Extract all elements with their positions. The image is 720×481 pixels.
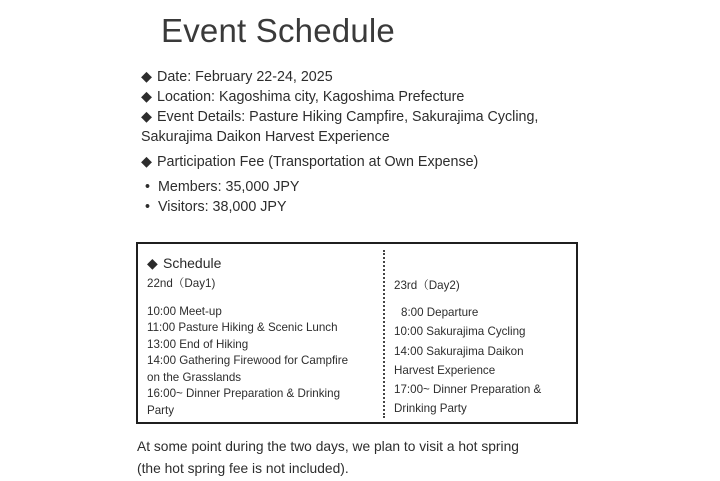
day2-event: 10:00 Sakurajima Cycling: [394, 325, 526, 339]
day1-event: Party: [147, 403, 175, 417]
dot-bullet-icon: •: [145, 179, 151, 195]
day2-event: Drinking Party: [394, 402, 467, 416]
day1-label: 22nd（Day1): [147, 277, 216, 290]
day1-event: 11:00 Pasture Hiking & Scenic Lunch: [147, 321, 338, 334]
info-location: [141, 87, 538, 107]
page-title: Event Schedule: [161, 12, 395, 49]
info-date: [141, 67, 538, 87]
schedule-heading: [147, 255, 221, 272]
dot-bullet-icon: •: [145, 199, 151, 215]
diamond-bullet-icon: ◆: [147, 255, 158, 271]
note-line1: At some point during the two days, we plan to visit a hot spring: [137, 439, 519, 454]
fee-member: [141, 177, 538, 197]
info-fee: [141, 152, 538, 172]
day2-column: [394, 276, 541, 418]
day1-event: on the Grasslands: [147, 370, 242, 384]
fee-visitor: [141, 197, 538, 217]
diamond-bullet-icon: ◆: [141, 89, 152, 105]
note-line2: (the hot spring fee is not included).: [137, 461, 349, 476]
day2-event: 14:00 Sakurajima Daikon: [394, 344, 524, 358]
day1-event: 10:00 Meet-up: [147, 304, 222, 318]
day1-event: 16:00~ Dinner Preparation & Drinking: [147, 387, 341, 400]
diamond-bullet-icon: ◆: [141, 69, 152, 85]
schedule-heading-text: Schedule: [163, 255, 222, 271]
fee-text: Participation Fee (Transportation at Own Expense): [157, 154, 479, 170]
info-details-cont: Sakurajima Daikon Harvest Experience: [141, 129, 390, 145]
info-details: [141, 107, 538, 127]
day2-event: 8:00 Departure: [401, 306, 479, 320]
day1-column: [147, 276, 348, 419]
location-text: Location: Kagoshima city, Kagoshima Prefecture: [157, 89, 465, 105]
visitor-fee-text: Visitors: 38,000 JPY: [158, 199, 287, 215]
day1-event: 14:00 Gathering Firewood for Campfire: [147, 354, 349, 367]
hot-spring-note: [137, 436, 519, 480]
details-text-line1: Event Details: Pasture Hiking Campfire, Sakurajima Cycling,: [157, 109, 539, 125]
day1-event: 13:00 End of Hiking: [147, 337, 249, 351]
column-divider: [383, 250, 385, 418]
event-info: [141, 67, 538, 217]
schedule-box: [136, 242, 578, 424]
day2-label: 23rd（Day2): [394, 279, 460, 292]
member-fee-text: Members: 35,000 JPY: [158, 179, 300, 195]
diamond-bullet-icon: ◆: [141, 154, 152, 170]
day2-event: 17:00~ Dinner Preparation &: [394, 383, 542, 397]
day2-event: Harvest Experience: [394, 363, 496, 377]
diamond-bullet-icon: ◆: [141, 109, 152, 125]
date-text: Date: February 22-24, 2025: [157, 69, 333, 85]
